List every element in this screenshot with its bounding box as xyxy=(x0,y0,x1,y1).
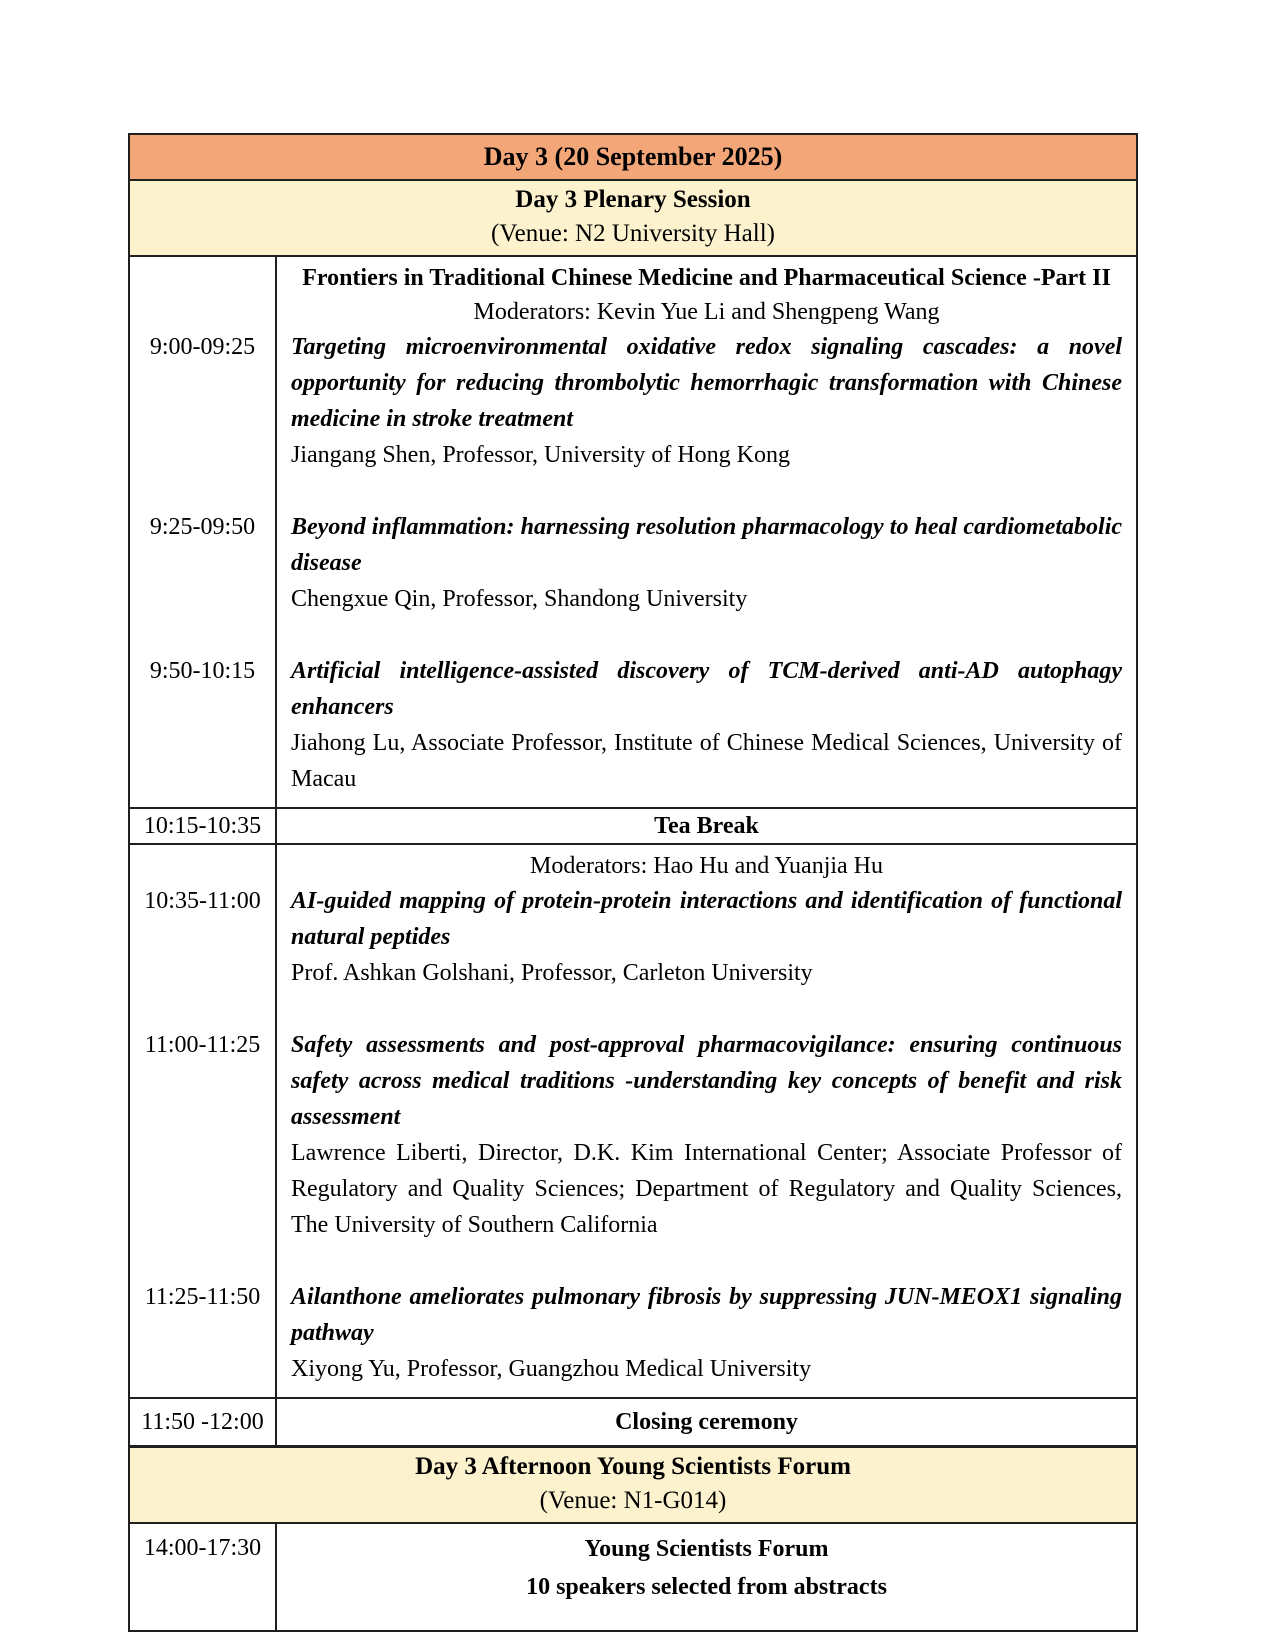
tea-break-row xyxy=(129,808,1137,844)
talk-content-cell xyxy=(276,1027,1137,1279)
talk-row xyxy=(129,509,1137,653)
session1-moderators: Moderators: Kevin Yue Li and Shengpeng Wang xyxy=(473,299,940,325)
talk-time: 9:25-09:50 xyxy=(149,514,256,540)
talk-row xyxy=(129,329,1137,509)
talk-title: Safety assessments and post-approval pharmacovigilance: ensuring continuous safety across medical traditions -understanding key concepts of benefit and risk assessment xyxy=(291,1032,1123,1130)
session2-head-row xyxy=(129,844,1137,883)
talk-title: Ailanthone ameliorates pulmonary fibrosis by suppressing JUN-MEOX1 signaling pathway xyxy=(291,1284,1123,1346)
session1-head-row xyxy=(129,256,1137,329)
talk-speaker: Prof. Ashkan Golshani, Professor, Carleton University xyxy=(291,960,813,986)
talk-content-cell xyxy=(276,883,1137,1027)
plenary-banner-row xyxy=(129,180,1137,256)
talk-title: AI-guided mapping of protein-protein interactions and identification of functional natural peptides xyxy=(291,888,1123,950)
plenary-banner xyxy=(129,180,1137,256)
talk-title: Targeting microenvironmental oxidative redox signaling cascades: a novel opportunity for reducing thrombolytic hemorrhagic transformation with Chinese medicine in stroke treatment xyxy=(291,334,1123,432)
afternoon-forum-title: Day 3 Afternoon Young Scientists Forum xyxy=(415,1453,851,1480)
forum-time: 14:00-17:30 xyxy=(143,1535,262,1561)
talk-content-cell xyxy=(276,1279,1137,1398)
talk-row xyxy=(129,883,1137,1027)
talk-speaker: Xiyong Yu, Professor, Guangzhou Medical University xyxy=(291,1356,812,1382)
session2-moderators: Moderators: Hao Hu and Yuanjia Hu xyxy=(529,853,884,879)
talk-time: 9:00-09:25 xyxy=(149,334,256,360)
day-header-row xyxy=(129,134,1137,180)
day-header: Day 3 (20 September 2025) xyxy=(129,134,1137,180)
plenary-session-title: Day 3 Plenary Session xyxy=(515,186,751,213)
talk-speaker: Jiangang Shen, Professor, University of Hong Kong xyxy=(291,442,790,468)
afternoon-forum-venue: (Venue: N1-G014) xyxy=(539,1487,727,1514)
forum-row xyxy=(129,1523,1137,1631)
tea-break-time: 10:15-10:35 xyxy=(129,808,276,844)
afternoon-banner-row xyxy=(129,1447,1137,1524)
talk-time: 11:00-11:25 xyxy=(144,1032,261,1058)
talk-time: 9:50-10:15 xyxy=(149,658,256,684)
talk-title: Beyond inflammation: harnessing resolution pharmacology to heal cardiometabolic disease xyxy=(291,514,1123,576)
talk-row xyxy=(129,653,1137,808)
forum-subtitle: 10 speakers selected from abstracts xyxy=(526,1574,887,1600)
talk-speaker: Chengxue Qin, Professor, Shandong University xyxy=(291,586,748,612)
afternoon-banner xyxy=(129,1447,1137,1524)
session1-title: Frontiers in Traditional Chinese Medicine and Pharmaceutical Science -Part II xyxy=(302,265,1111,291)
session1-head-cell xyxy=(276,256,1137,329)
closing-label: Closing ceremony xyxy=(276,1398,1137,1447)
plenary-session-venue: (Venue: N2 University Hall) xyxy=(491,220,775,247)
empty-time-cell xyxy=(129,844,276,883)
tea-break-label: Tea Break xyxy=(276,808,1137,844)
talk-row xyxy=(129,1279,1137,1398)
talk-content-cell xyxy=(276,509,1137,653)
talk-content-cell xyxy=(276,653,1137,808)
forum-content-cell xyxy=(276,1523,1137,1631)
talk-row xyxy=(129,1027,1137,1279)
talk-time: 10:35-11:00 xyxy=(144,888,261,914)
talk-speaker: Lawrence Liberti, Director, D.K. Kim International Center; Associate Professor of Regulatory and Quality Sciences; Department of Regulatory and Quality Sciences, The University of Southern California xyxy=(291,1140,1123,1238)
closing-ceremony-row xyxy=(129,1398,1137,1447)
talk-time: 11:25-11:50 xyxy=(144,1284,261,1310)
closing-time: 11:50 -12:00 xyxy=(129,1398,276,1447)
talk-content-cell xyxy=(276,329,1137,509)
forum-title: Young Scientists Forum xyxy=(584,1536,829,1562)
talk-title: Artificial intelligence-assisted discovery of TCM-derived anti-AD autophagy enhancers xyxy=(291,658,1123,720)
conference-schedule-table xyxy=(128,133,1138,1632)
talk-speaker: Jiahong Lu, Associate Professor, Institute of Chinese Medical Sciences, University of Macau xyxy=(291,730,1123,792)
session2-head-cell xyxy=(276,844,1137,883)
empty-time-cell xyxy=(129,256,276,329)
